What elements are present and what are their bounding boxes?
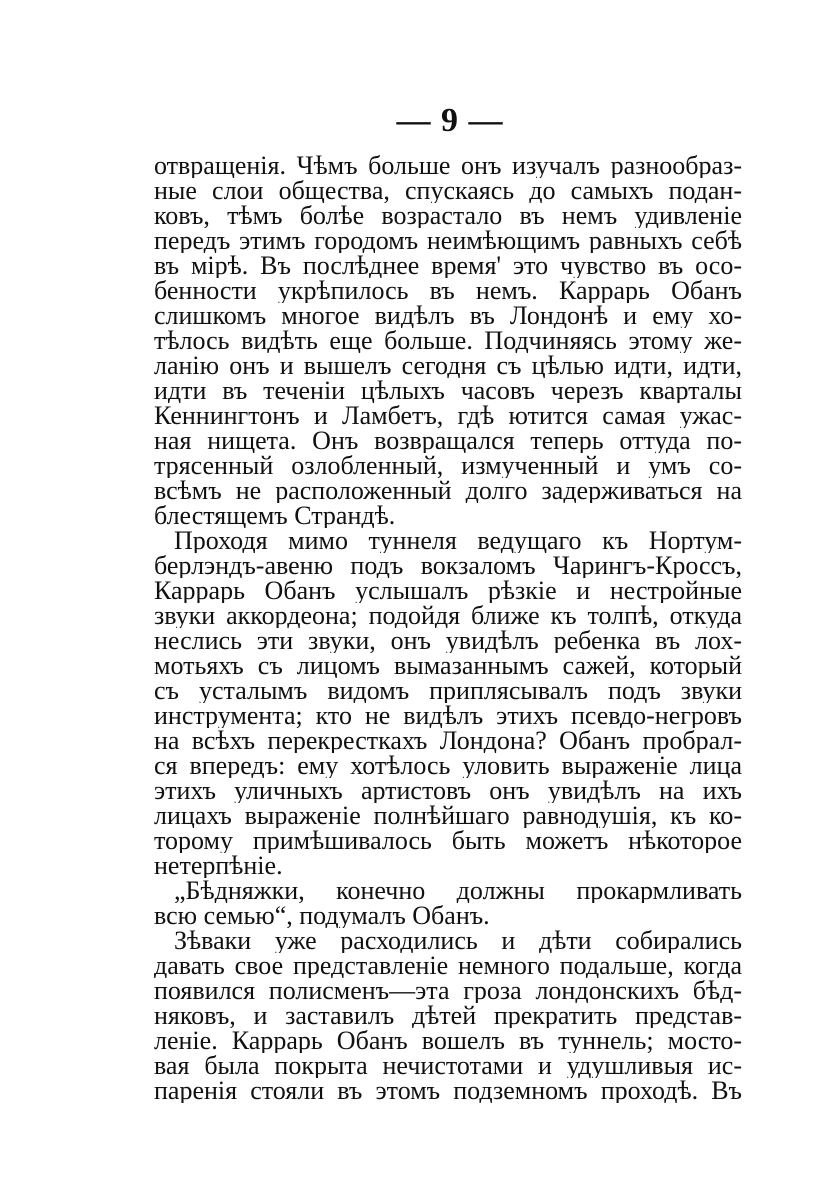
text-line: ся впередъ: ему хотѣлось уловить выраженіе лица [154,753,742,778]
text-line: вая была покрыта нечистотами и удушливыя ис- [154,1053,742,1078]
text-line: Кеннингтонъ и Ламбетъ, гдѣ ютится самая ужас- [154,403,742,428]
text-line: всѣмъ не расположенный долго задерживаться на [154,478,742,503]
text-line: трясенный озлобленный, измученный и умъ со- [154,453,742,478]
text-line: отвращенія. Чѣмъ больше онъ изучалъ разнообраз- [154,153,742,178]
text-line: ланію онъ и вышелъ сегодня съ цѣлью идти, идти, [154,353,742,378]
text-line: берлэндъ-авеню подъ вокзаломъ Чарингъ-Кроссъ, [154,553,742,578]
text-line: слишкомъ многое видѣлъ въ Лондонѣ и ему хо- [154,303,742,328]
text-line: лицахъ выраженіе полнѣйшаго равнодушія, къ ко- [154,803,742,828]
text-line: Зѣваки уже расходились и дѣти собирались [174,928,742,953]
text-line: съ усталымъ видомъ приплясывалъ подъ звуки [154,678,742,703]
text-line: идти въ теченіи цѣлыхъ часовъ черезъ кварталы [154,378,742,403]
text-line: мотьяхъ съ лицомъ вымазаннымъ сажей, который [154,653,742,678]
text-line: появился полисменъ—эта гроза лондонскихъ бѣд- [154,978,742,1003]
text-line: ные слои общества, спускаясь до самыхъ подан- [154,178,742,203]
text-line: тѣлось видѣть еще больше. Подчиняясь этому же- [154,328,742,353]
text-line: звуки аккордеона; подойдя ближе къ толпѣ, откуда [154,603,742,628]
text-line: паренія стояли въ этомъ подземномъ проходѣ. Въ [154,1078,742,1103]
text-line: леніе. Каррарь Обанъ вошелъ въ туннель; мосто- [154,1028,742,1053]
text-line: „Бѣдняжки, конечно должны прокармливать [174,878,742,903]
page-number: — 9 — [396,102,504,139]
text-line: торому примѣшивалось быть можетъ нѣкоторое [154,828,742,853]
text-line: няковъ, и заставилъ дѣтей прекратить представ- [154,1003,742,1028]
text-line: Проходя мимо туннеля ведущаго къ Нортум- [174,528,742,553]
text-line: блестящемъ Страндѣ. [154,503,396,528]
text-line: въ мірѣ. Въ послѣднее время' это чувство въ осо- [154,253,742,278]
text-line: нетерпѣніе. [154,853,283,878]
text-line: давать свое представленіе немного подальше, когда [154,953,742,978]
text-line: бенности укрѣпилось въ немъ. Каррарь Обанъ [154,278,742,303]
text-line: неслись эти звуки, онъ увидѣлъ ребенка въ лох- [154,628,742,653]
text-line: этихъ уличныхъ артистовъ онъ увидѣлъ на ихъ [154,778,742,803]
text-line: Каррарь Обанъ услышалъ рѣзкіе и нестройные [154,578,742,603]
text-line: на всѣхъ перекресткахъ Лондона? Обанъ пробрал- [154,728,742,753]
text-line: всю семью“, подумалъ Обанъ. [154,903,490,928]
text-line: передъ этимъ городомъ неимѣющимъ равныхъ себѣ [154,228,742,253]
text-line: ная нищета. Онъ возвращался теперь оттуда по- [154,428,742,453]
body-text [154,153,742,1103]
text-line: инструмента; кто не видѣлъ этихъ псевдо-негровъ [154,703,742,728]
text-line: ковъ, тѣмъ болѣе возрастало въ немъ удивленіе [154,203,742,228]
